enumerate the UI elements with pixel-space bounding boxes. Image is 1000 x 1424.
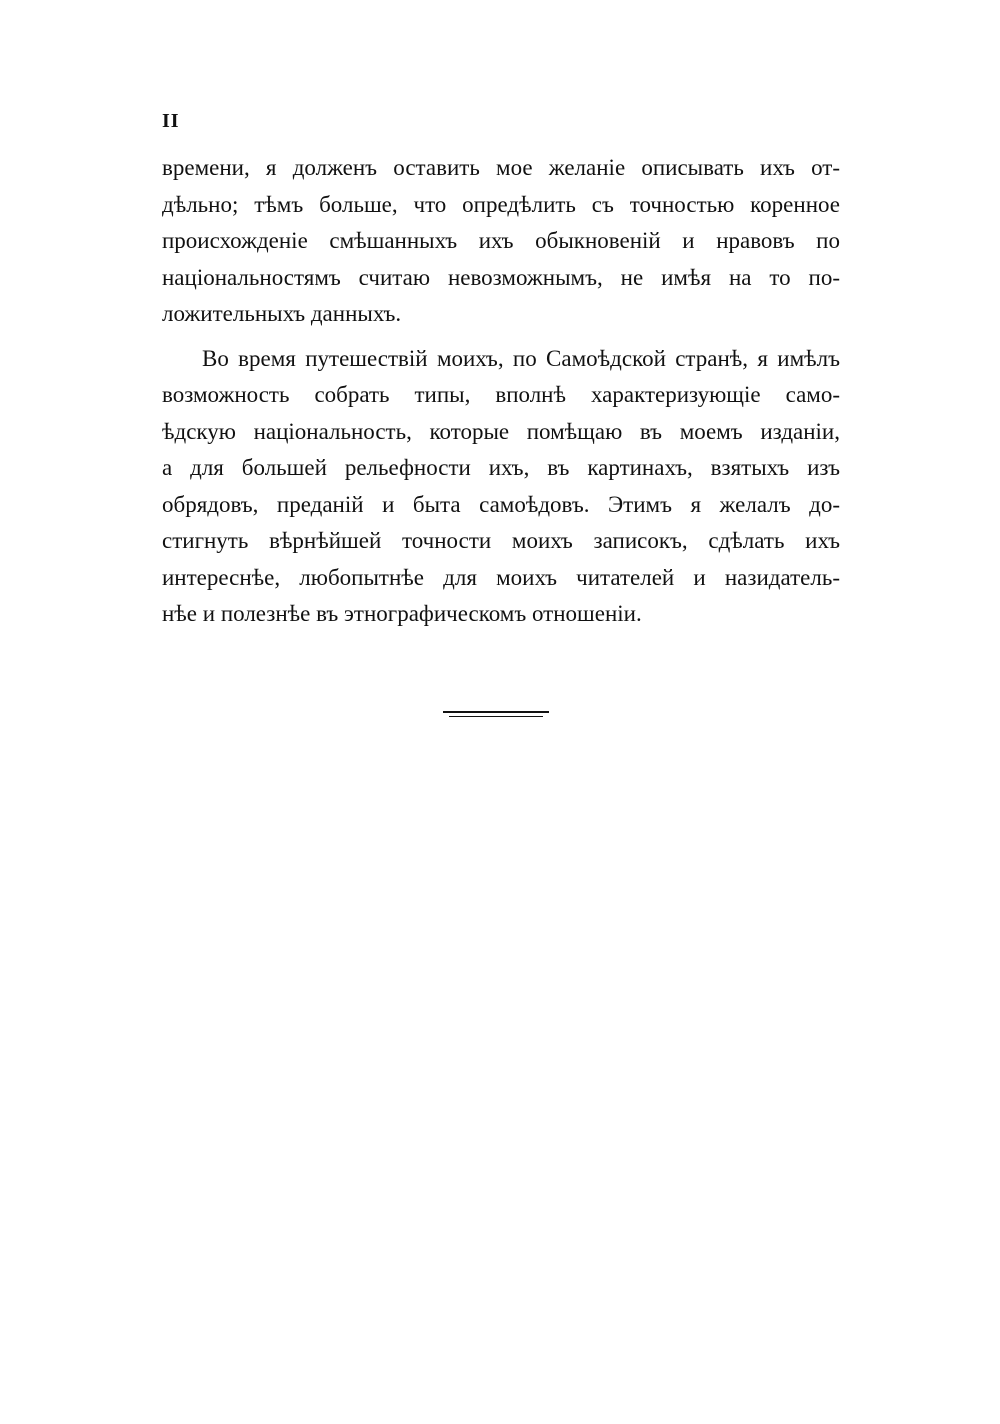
text-line: возможность собрать типы, вполнѣ характеризующiе само- — [162, 382, 840, 407]
paragraph-gap — [162, 333, 840, 341]
ornament-rule-bottom — [449, 716, 543, 717]
text-line: нѣе и полезнѣе въ этнографическомъ отношенiи. — [162, 601, 642, 626]
text-line: Во время путешествiй моихъ, по Самоѣдской странѣ, я имѣлъ — [202, 345, 840, 371]
text-line: стигнуть вѣрнѣйшей точности моихъ записокъ, сдѣлать ихъ — [162, 528, 840, 553]
paragraph-1 — [162, 150, 840, 333]
text-line: обрядовъ, преданiй и быта самоѣдовъ. Этимъ я желалъ до- — [162, 491, 840, 517]
text-line: ѣдскую нацiональность, которые помѣщаю въ моемъ изданiи, — [162, 418, 840, 444]
body-text — [162, 150, 840, 633]
end-ornament-rule — [443, 710, 549, 720]
text-line: происхожденiе смѣшанныхъ ихъ обыкновенiй и нравовъ по — [162, 228, 840, 253]
ornament-rule-top — [443, 711, 549, 713]
text-line: ложительныхъ данныхъ. — [162, 301, 402, 326]
page-number: II — [162, 110, 180, 132]
text-line: нацiональностямъ считаю невозможнымъ, не имѣя на то по- — [162, 264, 840, 290]
text-line: а для большей рельефности ихъ, въ картинахъ, взятыхъ изъ — [162, 455, 840, 480]
paragraph-2 — [162, 341, 840, 633]
text-line: интереснѣе, любопытнѣе для моихъ читателей и назидатель- — [162, 564, 840, 590]
text-line: времени, я долженъ оставить мое желанiе описывать ихъ от- — [162, 155, 840, 180]
text-line: дѣльно; тѣмъ больше, что опредѣлить съ точностью коренное — [162, 191, 840, 217]
